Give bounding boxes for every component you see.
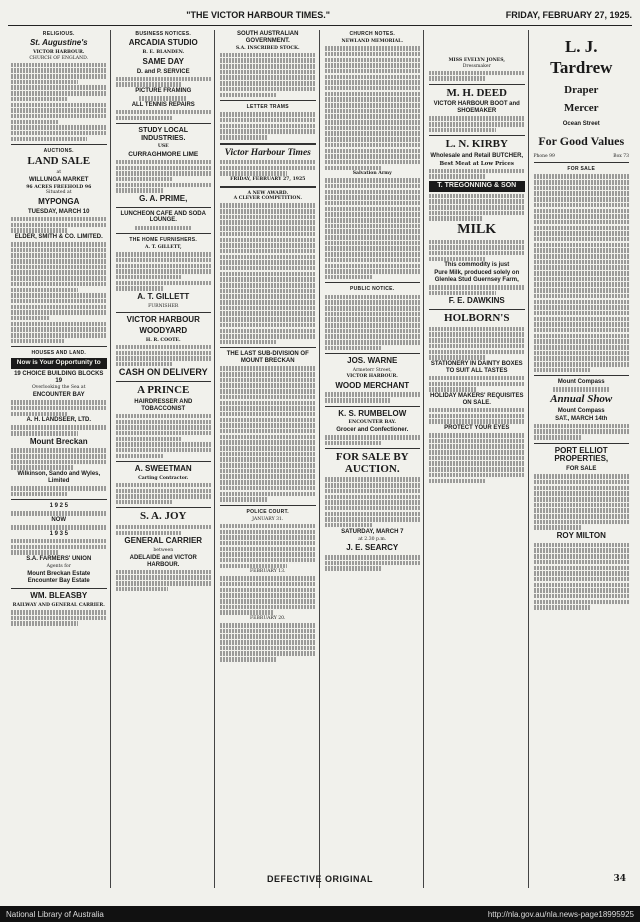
page-number: 34 bbox=[613, 874, 626, 884]
salvation-army: Salvation Army bbox=[352, 171, 392, 177]
warne-town: VICTOR HARBOUR. bbox=[346, 373, 398, 379]
new-award: A NEW AWARD. bbox=[247, 190, 289, 196]
blocks-headline: 19 CHOICE BUILDING BLOCKS 19 bbox=[14, 370, 104, 384]
year-1935: 1 9 3 5 bbox=[49, 530, 68, 537]
protect-eyes: PROTECT YOUR EYES bbox=[444, 424, 510, 431]
opportunity-banner: Now is Your Opportunity to bbox=[11, 358, 107, 368]
land-sale-venue: WILLUNGA MARKET bbox=[29, 176, 89, 183]
page-number-spacer bbox=[8, 10, 11, 20]
dressmaker: Dressmaker bbox=[462, 63, 491, 69]
church-denomination: CHURCH OF ENGLAND. bbox=[29, 55, 89, 61]
picture-framing: PICTURE FRAMING bbox=[135, 88, 192, 95]
prime-name: G. A. PRIME, bbox=[139, 193, 188, 203]
land-sale-title: LAND SALE bbox=[27, 155, 91, 168]
landseer-agent: A. H. LANDSEER, LTD. bbox=[26, 417, 92, 424]
agents-for: Agents for bbox=[46, 563, 71, 569]
masthead bbox=[8, 4, 632, 26]
adelaide-victor: ADELAIDE and VICTOR HARBOUR. bbox=[129, 554, 197, 568]
for-sale-heading: FOR SALE bbox=[567, 166, 596, 173]
column-3 bbox=[217, 30, 320, 888]
newspaper-title: "THE VICTOR HARBOUR TIMES." bbox=[186, 9, 331, 20]
church-notes: CHURCH NOTES. bbox=[349, 31, 396, 37]
issue-date: FRIDAY, FEBRUARY 27, 1925. bbox=[505, 9, 632, 20]
gillett-name-2: A. T. GILLETT bbox=[137, 291, 190, 301]
editorial-date: FRIDAY, FEBRUARY 27, 1925 bbox=[230, 177, 306, 183]
sale-now: NOW bbox=[51, 517, 67, 523]
land-sale-place: MYPONGA bbox=[38, 197, 80, 207]
pure-milk: Pure Milk, produced solely on Glenlea Stud Guernsey Farm, bbox=[434, 270, 520, 284]
port-elliot: PORT ELLIOT PROPERTIES, bbox=[554, 445, 609, 464]
column-5 bbox=[426, 30, 529, 888]
general-carrier: GENERAL CARRIER bbox=[124, 536, 203, 546]
holborn-title: HOLBORN'S bbox=[444, 312, 510, 325]
rumbelow-place: ENCOUNTER BAY. bbox=[348, 420, 396, 426]
roy-milton: ROY MILTON bbox=[556, 530, 606, 540]
for-sale-auction: FOR SALE BY AUCTION. bbox=[335, 451, 409, 475]
inscribed-stock: S.A. INSCRIBED STOCK. bbox=[235, 45, 300, 51]
between-word: between bbox=[153, 547, 174, 553]
overlooking-text: Overlooking the Sea at bbox=[31, 385, 86, 391]
last-subdivision: THE LAST SUB-DIVISION OF MOUNT BRECKAN bbox=[226, 351, 309, 365]
luncheon-cafe: LUNCHEON CAFE AND SODA LOUNGE. bbox=[120, 210, 206, 224]
dp-service: D. and P. SERVICE bbox=[136, 68, 190, 75]
church-title: St. Augustine's bbox=[29, 38, 88, 48]
land-sale-date: TUESDAY, MARCH 10 bbox=[28, 208, 90, 215]
footer-url[interactable]: http://nla.gov.au/nla.news-page18995925 bbox=[487, 909, 634, 919]
church-location: VICTOR HARBOUR. bbox=[33, 50, 85, 56]
encounter-bay-estate: Encounter Bay Estate bbox=[27, 578, 90, 585]
commodity: This commodity is just bbox=[444, 262, 510, 269]
columns bbox=[8, 30, 632, 888]
farmers-union: S.A. FARMERS' UNION bbox=[26, 555, 92, 562]
cash-on-delivery: CASH ON DELIVERY bbox=[118, 367, 208, 378]
tregonning-banner: T. TREGONNING & SON bbox=[429, 181, 525, 192]
use-word: USE bbox=[157, 144, 169, 150]
tardrew-mercer: Mercer bbox=[563, 102, 599, 115]
searcy-name: J. E. SEARCY bbox=[346, 543, 399, 553]
clever-competition: A CLEVER COMPETITION. bbox=[233, 196, 302, 202]
wood-merchant: WOOD MERCHANT bbox=[335, 380, 410, 390]
tardrew-phone: Phone 99 bbox=[533, 153, 555, 159]
gillett-name: A. T. GILLETT, bbox=[144, 245, 182, 251]
deed-name: M. H. DEED bbox=[446, 86, 507, 99]
best-meat: Best Meat at Low Prices bbox=[439, 160, 515, 167]
holiday-requisites: HOLIDAY MAKERS' REQUISITES ON SALE. bbox=[430, 392, 524, 406]
woodyard-town: VICTOR HARBOUR bbox=[126, 315, 200, 325]
police-feb20: FEBRUARY 20. bbox=[249, 616, 286, 622]
newland-memorial: NEWLAND MEMORIAL. bbox=[341, 39, 403, 45]
study-industries: STUDY LOCAL INDUSTRIES. bbox=[138, 127, 189, 142]
police-court: POLICE COURT. bbox=[246, 508, 289, 515]
land-sale-at: at bbox=[56, 169, 62, 175]
tardrew-goods: For Good Values bbox=[538, 133, 625, 148]
coote-name: H. R. COOTE. bbox=[145, 337, 181, 343]
tennis-repairs: ALL TENNIS REPAIRS bbox=[131, 101, 195, 108]
mount-compass-heading: Mount Compass bbox=[557, 379, 605, 386]
public-notice: PUBLIC NOTICE. bbox=[350, 286, 395, 293]
column-4 bbox=[322, 30, 425, 888]
for-sale-2: FOR SALE bbox=[566, 466, 597, 473]
prince-name: A PRINCE bbox=[137, 384, 190, 397]
dawkins-name: F. E. DAWKINS bbox=[448, 296, 505, 306]
show-date: SAT., MARCH 14th bbox=[555, 415, 608, 422]
defective-original-notice: DEFECTIVE ORIGINAL bbox=[266, 874, 373, 884]
year-1925: 1 9 2 5 bbox=[49, 503, 68, 510]
grocer: Grocer and Confectioner. bbox=[336, 427, 409, 434]
encounter-bay: ENCOUNTER BAY bbox=[32, 392, 85, 399]
bleasby-title: WM. BLEASBY bbox=[30, 591, 88, 601]
sa-government: SOUTH AUSTRALIAN GOVERNMENT. bbox=[237, 31, 299, 44]
rumbelow-name: K. S. RUMBELOW bbox=[338, 408, 407, 418]
curraghmore-lime: CURRAGHMORE LIME bbox=[128, 151, 199, 159]
kirby-trade: Wholesale and Retail BUTCHER, bbox=[430, 152, 524, 159]
woodyard-title: WOODYARD bbox=[139, 326, 188, 336]
home-furnishers: THE HOME FURNISHERS. bbox=[129, 237, 198, 244]
land-sale-acres: 96 ACRES FREEHOLD 96 bbox=[26, 184, 92, 190]
arcadia-title: ARCADIA STUDIO bbox=[128, 38, 198, 48]
mount-breckan-estate: Mount Breckan Estate bbox=[27, 570, 91, 577]
carting-contractor: Carting Contractor. bbox=[138, 475, 189, 481]
tardrew-street: Ocean Street bbox=[562, 121, 600, 127]
letter-trams: LETTER TRAMS bbox=[246, 104, 289, 111]
police-feb13: FEBRUARY 13. bbox=[249, 569, 286, 575]
column-2 bbox=[113, 30, 216, 888]
wilkinson-agent: Wilkinson, Sando and Wyles, Limited bbox=[17, 471, 101, 484]
warne-name: JOS. WARNE bbox=[347, 356, 398, 366]
miss-jones: MISS EVELYN JONES, bbox=[448, 58, 506, 63]
joy-name: S. A. JOY bbox=[140, 510, 187, 523]
footer-bar bbox=[0, 906, 640, 922]
business-heading: BUSINESS NOTICES. bbox=[135, 31, 192, 37]
column-6 bbox=[531, 30, 633, 888]
auction-time: at 2.30 p.m. bbox=[358, 536, 387, 542]
annual-show: Annual Show bbox=[550, 393, 613, 406]
tardrew-draper: Draper bbox=[564, 83, 599, 96]
same-day: SAME DAY bbox=[142, 56, 184, 66]
auctions-heading: AUCTIONS. bbox=[43, 148, 74, 155]
police-jan: JANUARY 31. bbox=[252, 516, 284, 522]
land-sale-agents: ELDER, SMITH & CO. LIMITED. bbox=[14, 233, 103, 240]
bleasby-sub: RAILWAY AND GENERAL CARRIER. bbox=[12, 603, 105, 609]
kirby-name: L. N. KIRBY bbox=[445, 138, 508, 151]
deed-trade: VICTOR HARBOUR BOOT and SHOEMAKER bbox=[433, 101, 520, 115]
paper-nameplate: Victor Harbour Times bbox=[224, 147, 311, 158]
tardrew-name: L. J. Tardrew bbox=[550, 37, 613, 78]
column-1 bbox=[8, 30, 111, 888]
houses-heading: HOUSES AND LAND. bbox=[31, 350, 87, 357]
hairdresser: HAIRDRESSER AND TOBACCONIST bbox=[134, 398, 193, 412]
land-sale-situated: Situated at bbox=[45, 190, 72, 196]
tardrew-box: Box 73 bbox=[613, 153, 629, 159]
annual-show-place: Mount Compass bbox=[557, 407, 605, 414]
warne-street: Armeterr Street, bbox=[352, 368, 392, 374]
arcadia-owner: B. E. BLANDEN. bbox=[142, 50, 185, 56]
religious-heading: RELIGIOUS. bbox=[42, 31, 75, 37]
mount-breckan-title: Mount Breckan bbox=[29, 436, 88, 446]
footer-library: National Library of Australia bbox=[6, 909, 104, 919]
milk-title: MILK bbox=[457, 221, 497, 237]
sweetman-name: A. SWEETMAN bbox=[134, 464, 192, 474]
furnisher-label: FURNISHER bbox=[148, 303, 179, 309]
stationery: STATIONERY IN DAINTY BOXES TO SUIT ALL TASTES bbox=[430, 360, 523, 374]
tardrew-ad bbox=[534, 36, 630, 159]
auction-date: SATURDAY, MARCH 7 bbox=[341, 528, 404, 535]
